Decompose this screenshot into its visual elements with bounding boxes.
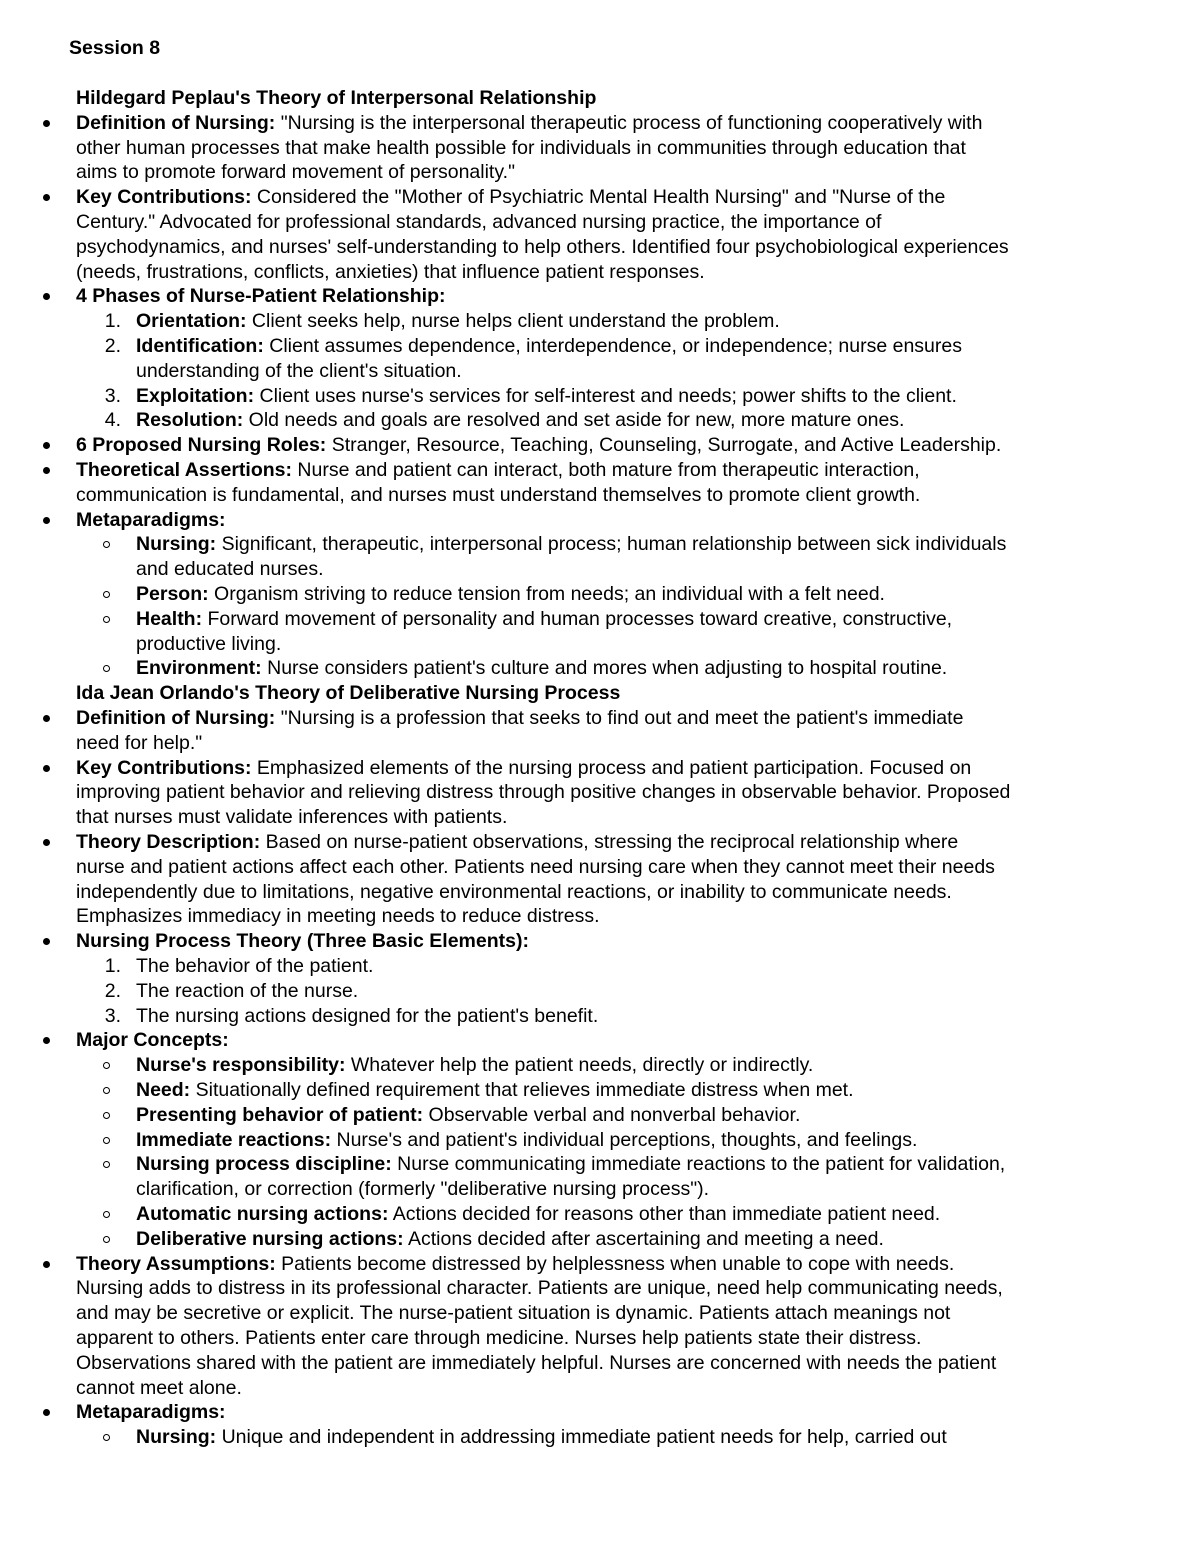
numbered-item: [136, 954, 373, 979]
sub-item: [136, 656, 947, 681]
section-heading: [76, 681, 620, 706]
list-number: 4.: [104, 409, 121, 432]
bullet-circle-icon: [103, 1087, 110, 1094]
session-title-label: Session 8: [69, 37, 161, 59]
sub-item-text: Whatever help the patient needs, directly or indirectly.: [345, 1054, 814, 1077]
assumptions-item-label: Theory Assumptions:: [76, 1252, 276, 1275]
assumptions-item-cont: [76, 1301, 950, 1326]
bullet-dot-icon: [43, 293, 50, 300]
assumptions-item-cont-text: Nursing adds to distress in its professional character. Patients are unique, need help communicating needs,: [76, 1277, 1003, 1300]
sub-item: [136, 532, 1006, 557]
numbered-item-text: Client uses nurse's services for self-interest and needs; power shifts to the client.: [254, 384, 957, 407]
definition-item-label: Definition of Nursing:: [76, 707, 276, 729]
bullet-dot-icon: [43, 938, 50, 945]
sub-item: [136, 1128, 917, 1153]
sub-item-text: Nurse communicating immediate reactions to the patient for validation,: [391, 1153, 1006, 1176]
numbered-item: [136, 408, 904, 433]
sub-item: [136, 607, 952, 632]
section-heading-label: Hildegard Peplau's Theory of Interpersonal Relationship: [76, 87, 597, 109]
bullet-dot-icon: [43, 765, 50, 772]
list-number: 1.: [104, 955, 121, 977]
bullet-dot-icon: [43, 1037, 50, 1044]
sub-item-label: Nursing process discipline:: [136, 1153, 392, 1176]
numbered-item: [136, 334, 962, 359]
definition-item-cont-text: need for help.": [76, 731, 203, 754]
sub-item-text: Significant, therapeutic, interpersonal process; human relationship between sick individuals: [216, 533, 1007, 556]
numbered-item-label: Identification:: [136, 335, 264, 357]
assumptions-item: [76, 1252, 954, 1277]
numbered-item-label: Resolution:: [136, 409, 244, 432]
numbered-item-label: Orientation:: [136, 310, 247, 333]
numbered-item-text: Client seeks help, nurse helps client understand the problem.: [246, 310, 780, 333]
numbered-item-text: The behavior of the patient.: [136, 955, 374, 977]
contributions-item-cont-text: psychodynamics, and nurses' self-understanding to help others. Identified four psychobiological experiences: [76, 235, 1009, 258]
assertions-item-label: Theoretical Assertions:: [76, 459, 293, 481]
list-number: 2.: [104, 979, 121, 1002]
bullet-circle-icon: [103, 1062, 110, 1069]
roles-item-text: Stranger, Resource, Teaching, Counseling, Surrogate, and Active Leadership.: [326, 434, 1002, 457]
sub-item-text: Actions decided after ascertaining and meeting a need.: [403, 1227, 884, 1250]
assumptions-item-cont: [76, 1276, 1003, 1301]
sub-item-text: Actions decided for reasons other than immediate patient need.: [388, 1203, 941, 1225]
bullet-circle-icon: [103, 591, 110, 598]
bullet-dot-icon: [43, 120, 50, 127]
assertions-item-cont: [76, 483, 920, 508]
bullet-dot-icon: [43, 1261, 50, 1268]
definition-item-cont: [76, 136, 966, 161]
sub-item: [136, 1152, 1005, 1177]
metaparadigms-item: [76, 508, 226, 533]
sub-item-label: Environment:: [136, 657, 262, 680]
description-item-label: Theory Description:: [76, 831, 261, 853]
contributions-item-text: Considered the "Mother of Psychiatric Mental Health Nursing" and "Nurse of the: [251, 186, 946, 209]
sub-item-cont: [136, 632, 281, 657]
major-concepts-item: [76, 1028, 229, 1053]
metaparadigms-item-label: Metaparadigms:: [76, 508, 226, 531]
bullet-circle-icon: [103, 1112, 110, 1119]
definition-item: [76, 706, 963, 731]
bullet-dot-icon: [43, 839, 50, 846]
sub-item-cont-text: productive living.: [136, 632, 282, 655]
sub-item-label: Person:: [136, 583, 209, 605]
sub-item: [136, 582, 885, 607]
definition-item-text: "Nursing is a profession that seeks to find out and meet the patient's immediate: [275, 707, 964, 729]
bullet-circle-icon: [103, 541, 110, 548]
numbered-item: [136, 1004, 598, 1029]
bullet-circle-icon: [103, 1137, 110, 1144]
contributions-item-cont: [76, 805, 507, 830]
section-heading-label: Ida Jean Orlando's Theory of Deliberative Nursing Process: [76, 682, 621, 705]
assumptions-item-cont-text: Observations shared with the patient are immediately helpful. Nurses are concerned with needs the patient: [76, 1351, 997, 1374]
sub-item-label: Health:: [136, 607, 203, 630]
numbered-item-text: The reaction of the nurse.: [136, 979, 359, 1002]
session-title: [69, 36, 160, 61]
definition-item-cont-text: aims to promote forward movement of personality.": [76, 161, 515, 184]
assertions-item-text: Nurse and patient can interact, both mature from therapeutic interaction,: [292, 459, 920, 481]
numbered-item-text: Client assumes dependence, interdependence, or independence; nurse ensures: [263, 335, 962, 357]
phases-item: [76, 284, 446, 309]
sub-item-cont: [136, 557, 324, 582]
sub-item-label: Deliberative nursing actions:: [136, 1227, 404, 1250]
sub-item-text: Nurse considers patient's culture and mores when adjusting to hospital routine.: [261, 657, 948, 680]
contributions-item: [76, 756, 971, 781]
definition-item: [76, 111, 982, 136]
bullet-circle-icon: [103, 1236, 110, 1243]
assumptions-item-cont-text: cannot meet alone.: [76, 1376, 242, 1399]
contributions-item-cont: [76, 260, 705, 285]
assumptions-item-cont-text: apparent to others. Patients enter care through medicine. Nurses help patients state their distress.: [76, 1327, 922, 1349]
description-item-cont: [76, 855, 995, 880]
numbered-item-text: The nursing actions designed for the patient's benefit.: [136, 1004, 599, 1027]
numbered-item: [136, 309, 780, 334]
sub-item-cont: [136, 1177, 709, 1202]
bullet-dot-icon: [43, 517, 50, 524]
contributions-item-cont: [76, 780, 1010, 805]
roles-item: [76, 433, 1001, 458]
list-number: 2.: [104, 335, 121, 357]
bullet-dot-icon: [43, 1409, 50, 1416]
sub-item-text: Organism striving to reduce tension from needs; an individual with a felt need.: [208, 583, 885, 605]
list-number: 3.: [104, 384, 121, 407]
metaparadigms-item-label: Metaparadigms:: [76, 1401, 226, 1424]
sub-item-cont-text: and educated nurses.: [136, 558, 324, 581]
contributions-item-cont-text: that nurses must validate inferences with patients.: [76, 806, 508, 829]
sub-item-label: Nursing:: [136, 1426, 217, 1449]
numbered-item-cont: [136, 359, 462, 384]
bullet-dot-icon: [43, 194, 50, 201]
metaparadigms-item: [76, 1400, 226, 1425]
bullet-circle-icon: [103, 1161, 110, 1168]
phases-item-label: 4 Phases of Nurse-Patient Relationship:: [76, 285, 446, 308]
process-theory-item-label: Nursing Process Theory (Three Basic Elements):: [76, 930, 529, 953]
contributions-item: [76, 185, 945, 210]
contributions-item-text: Emphasized elements of the nursing process and patient participation. Focused on: [251, 756, 972, 779]
sub-item-label: Nursing:: [136, 533, 217, 556]
description-item-cont-text: nurse and patient actions affect each other. Patients need nursing care when they cannot meet their needs: [76, 855, 995, 878]
process-theory-item: [76, 929, 529, 954]
roles-item-label: 6 Proposed Nursing Roles:: [76, 434, 327, 457]
sub-item-label: Automatic nursing actions:: [136, 1203, 389, 1225]
bullet-circle-icon: [103, 1211, 110, 1218]
assumptions-item-cont-text: and may be secretive or explicit. The nurse-patient situation is dynamic. Patients attach meanings not: [76, 1302, 951, 1325]
sub-item-label: Need:: [136, 1079, 191, 1101]
bullet-circle-icon: [103, 616, 110, 623]
sub-item-cont-text: clarification, or correction (formerly "deliberative nursing process").: [136, 1178, 710, 1201]
bullet-dot-icon: [43, 467, 50, 474]
sub-item-text: Nurse's and patient's individual perceptions, thoughts, and feelings.: [331, 1128, 918, 1151]
contributions-item-cont-text: Century." Advocated for professional standards, advanced nursing practice, the importance of: [76, 211, 882, 233]
bullet-circle-icon: [103, 665, 110, 672]
description-item-text: Based on nurse-patient observations, stressing the reciprocal relationship where: [260, 831, 959, 853]
section-heading: [76, 86, 596, 111]
contributions-item-cont-text: (needs, frustrations, conflicts, anxieties) that influence patient responses.: [76, 260, 705, 283]
numbered-item: [136, 384, 957, 409]
assertions-item: [76, 458, 920, 483]
sub-item: [136, 1425, 947, 1450]
sub-item-label: Immediate reactions:: [136, 1128, 332, 1151]
definition-item-cont: [76, 731, 202, 756]
numbered-item-cont-text: understanding of the client's situation.: [136, 359, 462, 382]
sub-item-text: Unique and independent in addressing immediate patient needs for help, carried out: [216, 1426, 947, 1449]
contributions-item-label: Key Contributions:: [76, 186, 252, 209]
assumptions-item-cont: [76, 1351, 996, 1376]
description-item-cont: [76, 904, 600, 929]
assumptions-item-cont: [76, 1376, 242, 1401]
sub-item-text: Situationally defined requirement that relieves immediate distress when met.: [190, 1079, 854, 1101]
sub-item: [136, 1078, 854, 1103]
numbered-item-label: Exploitation:: [136, 384, 255, 407]
assumptions-item-text: Patients become distressed by helplessness when unable to cope with needs.: [275, 1252, 955, 1275]
description-item: [76, 830, 958, 855]
list-number: 3.: [104, 1004, 121, 1027]
major-concepts-item-label: Major Concepts:: [76, 1029, 229, 1052]
assertions-item-cont-text: communication is fundamental, and nurses must understand themselves to promote client growth.: [76, 483, 921, 506]
definition-item-cont-text: other human processes that make health possible for individuals in communities through education that: [76, 136, 966, 159]
sub-item: [136, 1053, 813, 1078]
numbered-item: [136, 979, 358, 1004]
definition-item-text: "Nursing is the interpersonal therapeutic process of functioning cooperatively with: [275, 111, 983, 134]
bullet-dot-icon: [43, 442, 50, 449]
definition-item-label: Definition of Nursing:: [76, 111, 276, 134]
contributions-item-label: Key Contributions:: [76, 756, 252, 779]
sub-item-label: Nurse's responsibility:: [136, 1054, 346, 1077]
list-number: 1.: [104, 310, 121, 333]
bullet-dot-icon: [43, 715, 50, 722]
sub-item: [136, 1227, 884, 1252]
numbered-item-text: Old needs and goals are resolved and set aside for new, more mature ones.: [243, 409, 905, 432]
sub-item-label: Presenting behavior of patient:: [136, 1103, 424, 1126]
description-item-cont-text: independently due to limitations, negative environmental reactions, or inability to communicate needs.: [76, 880, 952, 903]
definition-item-cont: [76, 160, 515, 185]
description-item-cont: [76, 880, 952, 905]
sub-item: [136, 1103, 800, 1128]
sub-item-text: Forward movement of personality and human processes toward creative, constructive,: [202, 607, 953, 630]
sub-item: [136, 1202, 940, 1227]
sub-item-text: Observable verbal and nonverbal behavior.: [423, 1103, 801, 1126]
bullet-circle-icon: [103, 1434, 110, 1441]
contributions-item-cont: [76, 210, 881, 235]
assumptions-item-cont: [76, 1326, 921, 1351]
contributions-item-cont-text: improving patient behavior and relieving distress through positive changes in observable behavior. Proposed: [76, 781, 1011, 804]
description-item-cont-text: Emphasizes immediacy in meeting needs to reduce distress.: [76, 905, 600, 928]
contributions-item-cont: [76, 235, 1009, 260]
